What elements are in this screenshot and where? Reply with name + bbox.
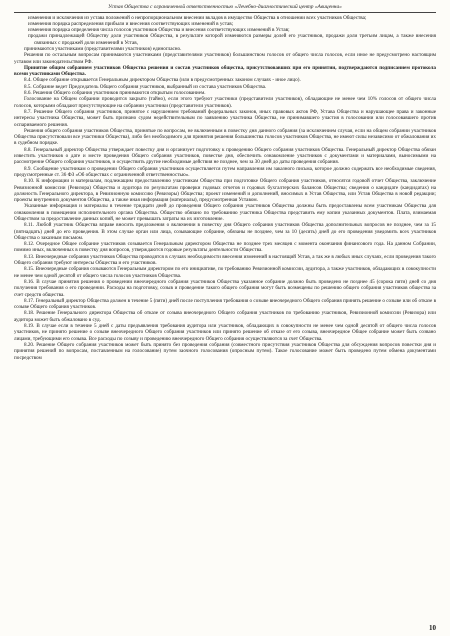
paragraph: 8.6. Решения Общего собрания участников принимаются открытым голосованием. (24, 90, 206, 97)
paragraph: изменения порядка определения числа голосов участников Общества и внесения соответствующих изменений в Устав; (28, 27, 290, 34)
paragraph: 8.19. В случае если в течение 5 дней с даты предъявления требования аудитора или участников, обладающих в совокупности не менее чем одной десятой от общего числа голосов участников, не принято решение о созыве внеочередного Общего собрания участников или принято решение об отказе от его созыва, внеочередное Общее собрание может быть созвано лицами, требующими его созыва. Все расходы по созыву и проведению внеочередного Общего собрания осуществляются за счет Общества. (14, 323, 436, 342)
paragraph: Принятие общим собранием участников Общества решения и состав участников общества, присутствовавших при его принятии, подтверждаются подписанием протокола всеми участниками Общества. (14, 64, 436, 78)
paragraph: 8.20. Решение Общего собрания участников может быть принято без проведения собрания (совместного присутствия участников Общества для обсуждения вопросов повестки дня и принятия решений по вопросам, поставленным на голосование) путем заочного голосования (опросным путем). Такое голосование может быть проведено путем обмена документами посредством (14, 341, 436, 361)
paragraph: изменения порядка распределения прибыли и внесения соответствующих изменений в устав; (28, 20, 234, 27)
paragraph: продажи принадлежащей Обществу доли участников Общества, в результате которой изменяются размеры долей его участников, продажи доли третьим лицам, а также внесения связанных с продажей доли изменений в Устав, (28, 33, 436, 46)
paragraph: 8.10. К информации и материалам, подлежащим предоставлению участникам Общества при подготовке Общего собрания участников, относятся годовой отчет Общества, заключение Ревизионной комиссии (Ревизора) Общества и аудитора по результатам проверки годовых отчетов и годовых бухгалтерских балансов Общества; сведения о кандидате (кандидатах) на должность Генерального директора, в Ревизионную комиссию (Ревизоры) Общества; проект изменений и дополнений, вносимых в Устав Общества, или Устав Общества в новой редакции; проекты внутренних документов Общества, а также иная информация (материалы), предусмотренная Уставом. (14, 178, 436, 204)
page-number: 10 (429, 624, 436, 632)
paragraph: 8.11. Любой участник Общества вправе вносить предложения о включении в повестку дня Общего собрания участников Общества дополнительных вопросов не позднее, чем за 15 (пятнадцать) дней до его проведения. В этом случае орган или лица, созывающие собрание, обязаны не позднее, чем за 10 (десять) дней до его проведения уведомить всех участников Общества о заказным письмом. (14, 222, 436, 241)
paragraph: Решения по остальным вопросам принимаются участниками (представителями участников) большинством голосов от общего числа голосов, если иное не предусмотрено настоящим уставом или законодательством РФ. (14, 52, 436, 65)
paragraph: 8.15. Внеочередные собрания созываются Генеральным директором по его инициативе, по требованию Ревизионной комиссии, аудитора, а также участников, обладающих в совокупности не менее чем одной десятой от общего числа голосов участников Общества. (14, 266, 436, 279)
paragraph: 8.17. Генеральный директор Общества должен в течение 5 (пяти) дней после поступления требования о созыве внеочередного Общего собрания принять решение о созыве или об отказе в созыве Общего собрания участников. (14, 297, 436, 311)
paragraph: 8.5. Собрание ведет Председатель Общего собрания участников, выбранный из состава участников Общества. (24, 83, 267, 90)
paragraph: 8.12. Очередное Общее собрание участников созывается Генеральным директором Общества не позднее трех месяцев с момента окончания финансового года. На данном Собрании, помимо иных, включенных в повестку дня вопросов, утверждаются годовые результаты деятельности Общества. (14, 241, 436, 254)
paragraph: 8.4. Общее собрание открывается Генеральным директором Общества (или в предусмотренных законом случаях - иное лицо). (24, 77, 301, 84)
paragraph: 8.7. Решение Общего собрания участников, принятое с нарушением требований федеральных законов, иных правовых актов РФ, Устава Общества и нарушающее права и законные интересы участника Общества, может быть признано судом недействительным по заявлению участника Общества, не принимавшего участия в голосовании или голосовавшего против оспариваемого решения. (14, 108, 436, 128)
paragraph: 8.9. Сообщение участникам о проведении Общего собрания участников осуществляется путем направления им заказного письма, которое должно содержать все необходимые сведения, предусмотренные ст. 36 ФЗ «Об обществах с ограниченной ответственностью». (14, 165, 436, 178)
paragraph: Решения общего собрания участников Общества, принятые по вопросам, не включенным в повестку дня данного собрания (за исключением случая, если на общем собрании участников Общества присутствовали все участники Общества), либо без необходимого для принятия решения большинства голосов участников Общества, не имеют силы независимо от обжалования их в судебном порядке. (14, 127, 436, 147)
paragraph: 8.8. Генеральный директор Общества утверждает повестку дня и организует подготовку к проведению Общего собрания участников Общества. Генеральный директор Общества обязан известить участников о дате и месте проведения Общего собрания участников, повестке дня, обеспечить ознакомление участников с документами и материалами, выносимыми на рассмотрение Общего собрания участников, и осуществить другие необходимые действия не позднее, чем за 30 дней до даты проведения собрания. (14, 146, 436, 166)
paragraph: Голосование на Общем собрании проводится закрыто (тайно), если этого требуют участники (представители участников), обладающие не менее чем 10% голосов от общего числа голосов, которыми обладают присутствующие на собрании участники (представители участников). (14, 96, 436, 109)
document-body (14, 15, 436, 361)
paragraph: изменения и исключения из устава положений о непропорциональном внесении вкладов в имущество Общества в отношении всех участников Общества; (28, 14, 367, 21)
running-header: Устав Общества с ограниченной ответственностью «Лечебно-диагностический центр «Авиценна» (14, 4, 436, 13)
paragraph: 8.18. Решение Генерального директора Общества об отказе от созыва внеочередного Общего собрания участников по требованию участников, Ревизионной комиссии (Ревизора) или аудитора может быть обжаловано в суд. (14, 310, 436, 323)
paragraph: Указанные информация и материалы в течение тридцати дней до проведения Общего собрания участников Общества должны быть предоставлены всем участникам Общества для ознакомления в помещении исполнительного органа Общества. Общество обязано по требованию участника Общества представить ему копии указанных документов. Плата, взимаемая Обществом за предоставление данных копий, не может превышать затраты на их изготовление. (14, 203, 436, 222)
paragraph: 8.13. Внеочередные собрания участников Общества проводятся в случаях необходимости внесения изменений в настоящий Устав, а так же в любых иных случаях, если проведения такого Общего собрания требуют интересы Общества и его участников. (14, 253, 436, 267)
paragraph: принимаются участниками (представителями участников) единогласно. (24, 45, 182, 52)
paragraph: 8.16. В случае принятия решения о проведении внеочередного собрания участников Общества указанное собрание должно быть проведено не позднее 45 (сорока пяти) дней со дня получения требования о его проведении. Расходы на подготовку, созыв и проведение такого общего собрания могут быть возмещены по решению общего собрания участников общества за счет средств общества. (14, 278, 436, 298)
